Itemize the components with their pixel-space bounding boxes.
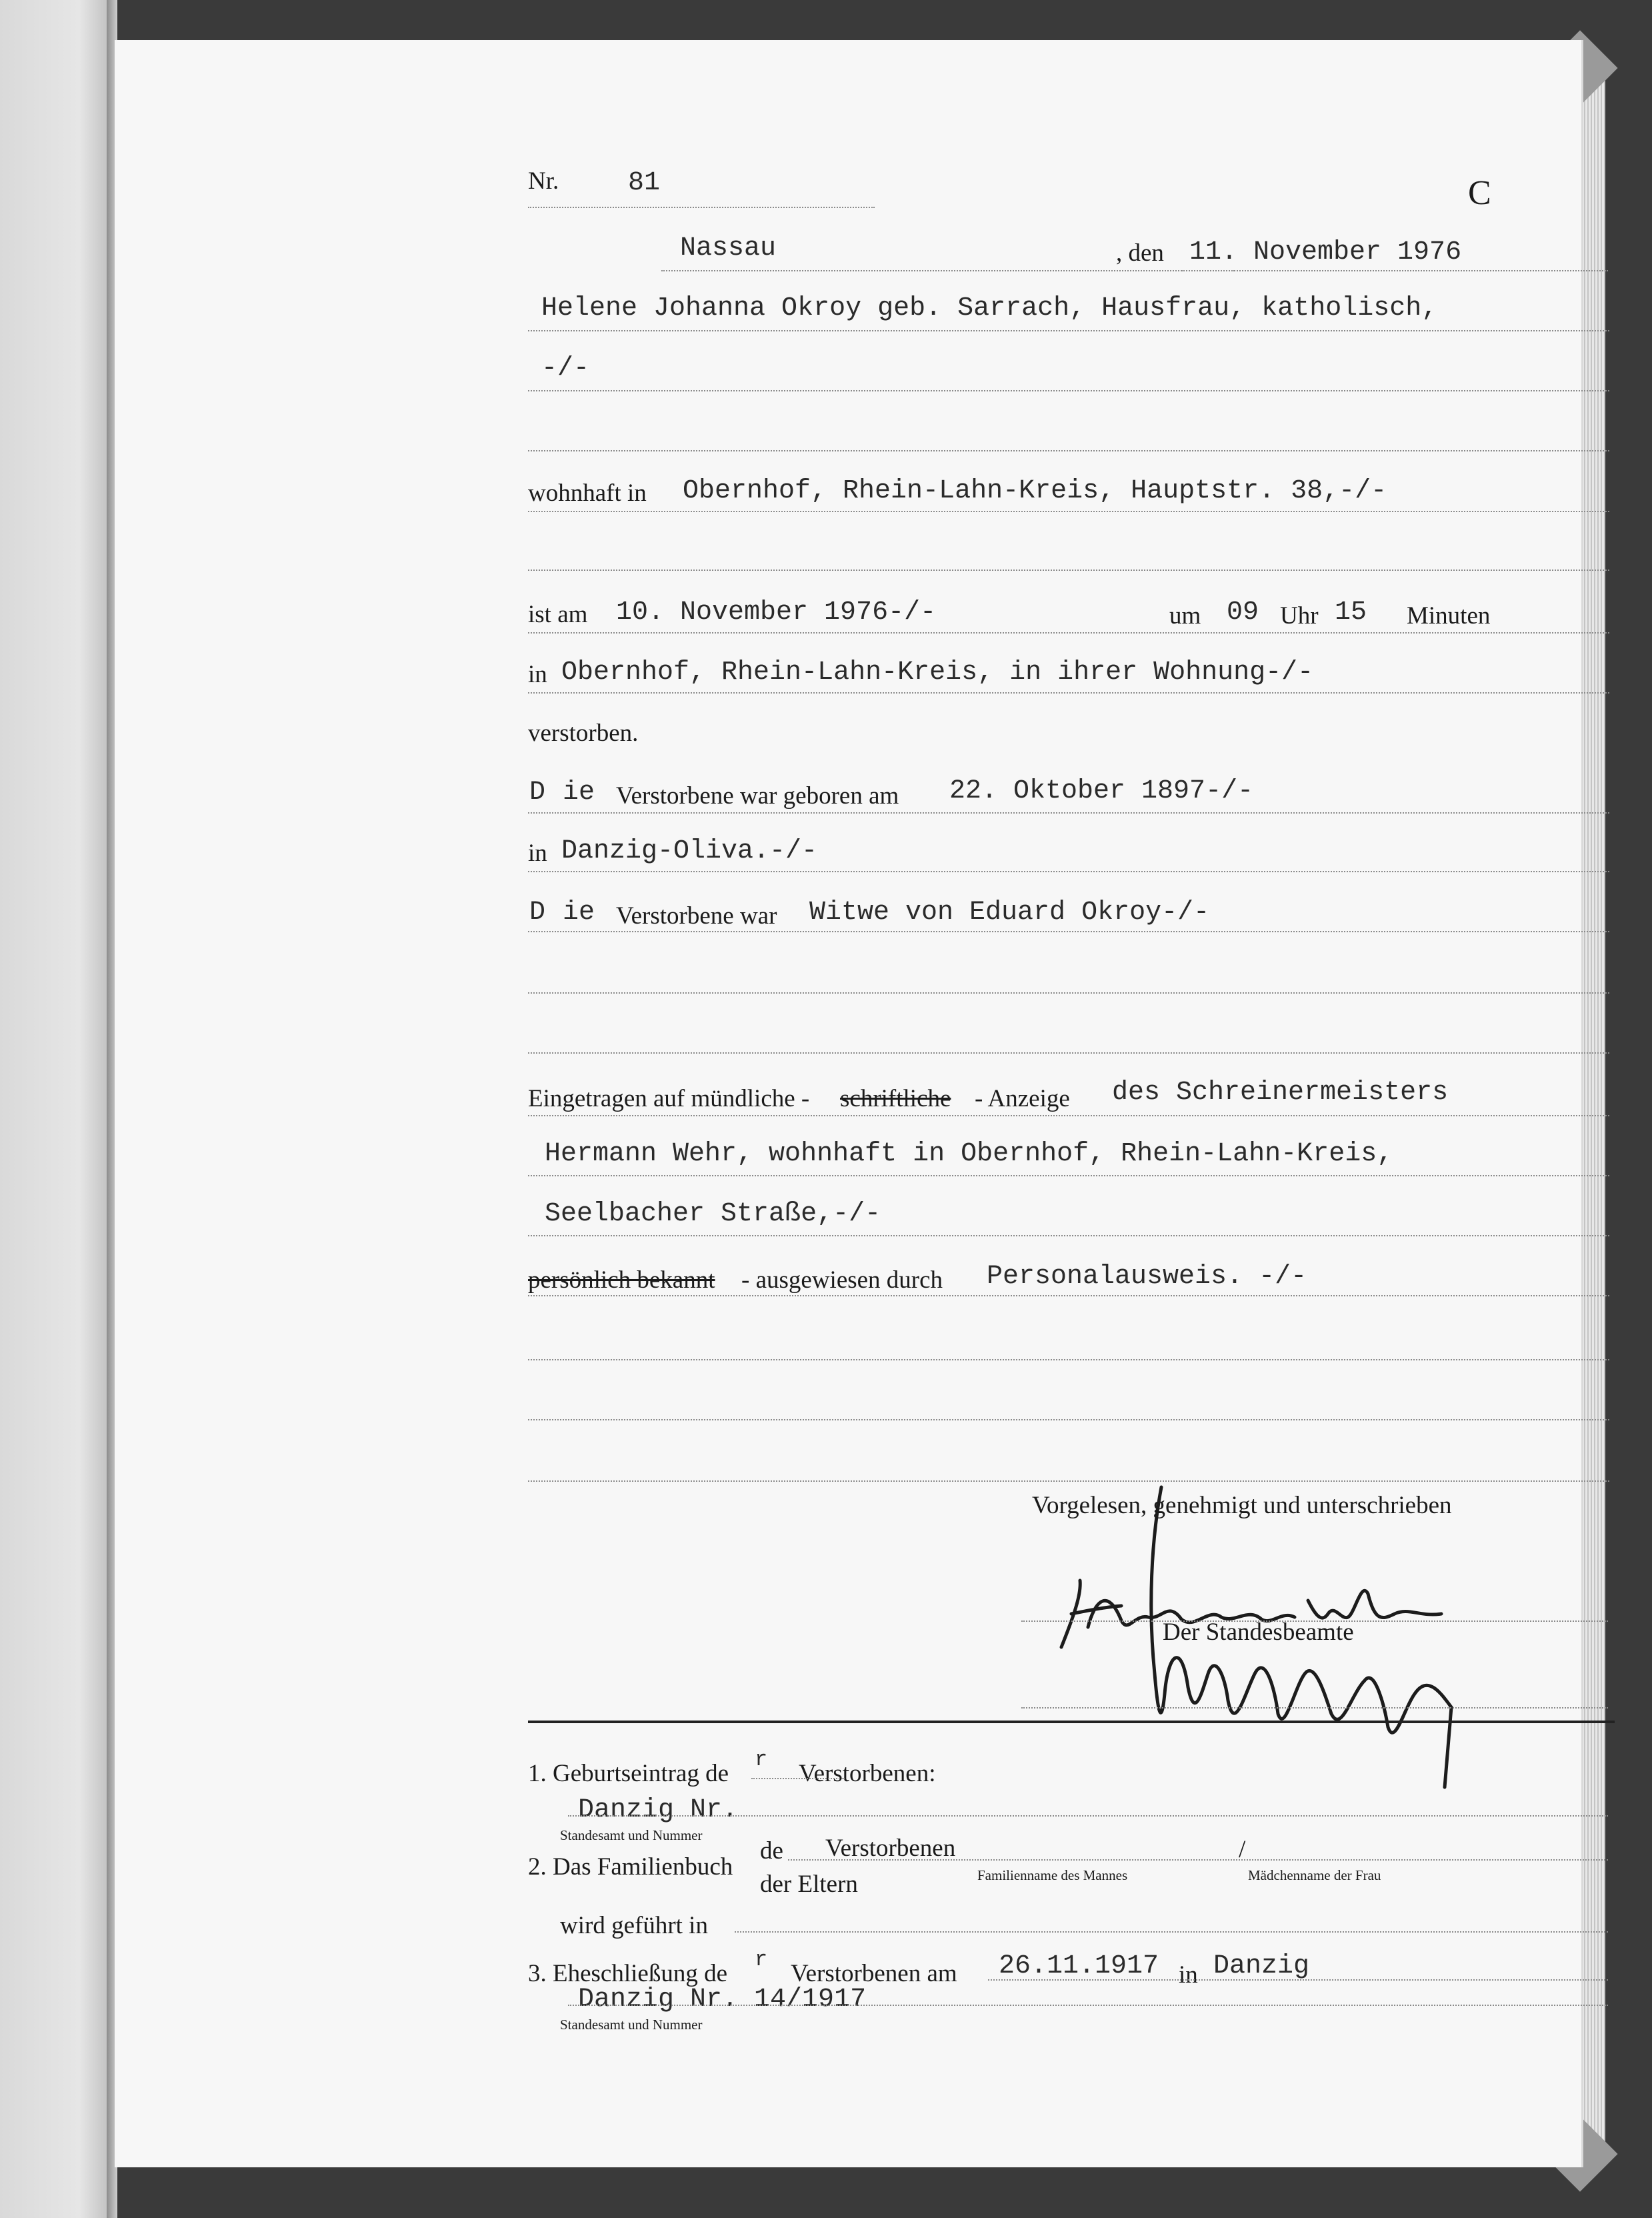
footer-item2-de: de (760, 1837, 783, 1865)
um-label: um (1169, 602, 1201, 630)
footer-rule (528, 1721, 1615, 1723)
report-line-2: Hermann Wehr, wohnhaft in Obernhof, Rhein-Lahn-Kreis, (545, 1139, 1393, 1169)
report-struck-schriftliche: schriftliche (840, 1085, 951, 1112)
footer-item2-frau: Mädchenname der Frau (1248, 1867, 1381, 1883)
footer-item3-tail: Verstorbenen am (791, 1960, 957, 1987)
report-dotline-2 (528, 1175, 1609, 1176)
marital-dotline-1 (528, 931, 1609, 932)
death-label: ist am (528, 601, 588, 628)
report-dotline-1 (528, 1115, 1609, 1116)
person-dotline-3 (528, 450, 1609, 451)
birth-prefix: D (529, 778, 546, 808)
read-approved-label: Vorgelesen, genehmigt und unterschrieben (1032, 1492, 1452, 1519)
form-letter: C (1468, 174, 1491, 212)
birth-dotline-2 (528, 871, 1609, 872)
residence-label: wohnhaft in (528, 479, 647, 507)
uhr-label: Uhr (1280, 602, 1319, 630)
footer-item3-in: in (1179, 1961, 1198, 1989)
footer-item1-value: Danzig Nr. (578, 1795, 739, 1825)
footer-item2-dotline (788, 1859, 1608, 1861)
death-hour: 09 (1227, 598, 1259, 628)
death-in-label: in (528, 661, 547, 688)
report-dotline-4 (528, 1295, 1609, 1296)
footer-item3-dotline-b (568, 2005, 1608, 2006)
footer-item2-mann: Familienname des Mannes (977, 1867, 1128, 1883)
birth-label: Verstorbene war geboren am (616, 782, 899, 810)
marital-dotline-3 (528, 1052, 1609, 1054)
footer-item3-date: 26.11.1917 (999, 1951, 1159, 1981)
nr-value: 81 (628, 168, 661, 198)
document-date: 11. November 1976 (1189, 237, 1462, 267)
marital-value: Witwe von Eduard Okroy-/- (809, 898, 1210, 928)
nr-line (528, 207, 875, 208)
registrar-signature (1101, 1474, 1608, 1821)
footer-item3-place: Danzig (1213, 1951, 1310, 1981)
report-label-c: - ausgewiesen durch (741, 1266, 943, 1294)
person-dotline-2 (528, 390, 1609, 391)
nr-label: Nr. (528, 167, 559, 195)
den-label: , den (1116, 239, 1164, 267)
report-dotline-3 (528, 1235, 1609, 1236)
marital-article: ie (563, 898, 595, 928)
report-dotline-6 (528, 1419, 1609, 1420)
report-line-3: Seelbacher Straße,-/- (545, 1199, 881, 1229)
verstorben-label: verstorben. (528, 720, 639, 747)
footer-item2-eltern: der Eltern (760, 1871, 858, 1898)
signature-dotline-1 (1021, 1620, 1608, 1622)
death-dotline-1 (528, 632, 1609, 634)
footer-item3-dotline-a (988, 1979, 1608, 1981)
report-struck-bekannt: persönlich bekannt (528, 1266, 715, 1294)
footer-item1-tail: Verstorbenen: (799, 1760, 936, 1787)
residence-value: Obernhof, Rhein-Lahn-Kreis, Hauptstr. 38,-/- (683, 476, 1387, 506)
footer-item2-gefuehrt: wird geführt in (560, 1912, 708, 1939)
report-dotline-5 (528, 1359, 1609, 1360)
footer-item1-sub: Standesamt und Nummer (560, 1827, 703, 1843)
footer-item1-super: r (755, 1747, 768, 1772)
report-label-a: Eingetragen auf mündliche - (528, 1085, 810, 1112)
signature-dotline-2 (1021, 1707, 1608, 1709)
marital-label: Verstorbene war (616, 902, 777, 930)
footer-item3-value: Danzig Nr. 14/1917 (578, 1985, 867, 2015)
page-edge (1579, 60, 1605, 2154)
date-line (1181, 270, 1608, 271)
minuten-label: Minuten (1407, 602, 1491, 630)
birth-in-label: in (528, 840, 547, 867)
place-value: Nassau (680, 233, 777, 263)
birth-date: 22. Oktober 1897-/- (949, 776, 1254, 806)
report-line-1: des Schreinermeisters (1112, 1078, 1449, 1108)
left-page (0, 0, 113, 2218)
place-line (661, 270, 1235, 271)
birth-place: Danzig-Oliva.-/- (561, 836, 818, 866)
document-page (115, 40, 1581, 2167)
footer-item2-verstorbenen: Verstorbenen (825, 1835, 956, 1862)
footer-item2-dotline-b (735, 1931, 1608, 1933)
death-dotline-2 (528, 692, 1609, 694)
footer-item3-label: 3. Eheschließung de (528, 1960, 727, 1987)
footer-item3-sub: Standesamt und Nummer (560, 2017, 703, 2033)
person-line-1: Helene Johanna Okroy geb. Sarrach, Hausfrau, katholisch, (541, 293, 1438, 323)
marital-prefix: D (529, 898, 546, 928)
id-document-value: Personalausweis. -/- (987, 1262, 1307, 1292)
death-date: 10. November 1976-/- (616, 598, 937, 628)
registrar-label: Der Standesbeamte (1163, 1618, 1354, 1646)
residence-dotline-1 (528, 511, 1609, 512)
death-place: Obernhof, Rhein-Lahn-Kreis, in ihrer Wohnung-/- (561, 658, 1314, 688)
footer-item1-dotline-a (751, 1778, 845, 1779)
marital-dotline-2 (528, 992, 1609, 994)
footer-item1-dotline-b (568, 1815, 1608, 1817)
footer-item2-slash: / (1239, 1836, 1246, 1863)
residence-dotline-2 (528, 570, 1609, 571)
birth-dotline-1 (528, 812, 1609, 814)
person-dotline-1 (528, 330, 1609, 331)
report-label-b: - Anzeige (975, 1085, 1070, 1112)
birth-article: ie (563, 778, 595, 808)
footer-item3-super: r (755, 1947, 768, 1972)
footer-item2-label: 2. Das Familienbuch (528, 1853, 733, 1881)
person-line-2: -/- (541, 353, 590, 383)
footer-item1-label: 1. Geburtseintrag de (528, 1760, 729, 1787)
death-minutes: 15 (1335, 598, 1367, 628)
